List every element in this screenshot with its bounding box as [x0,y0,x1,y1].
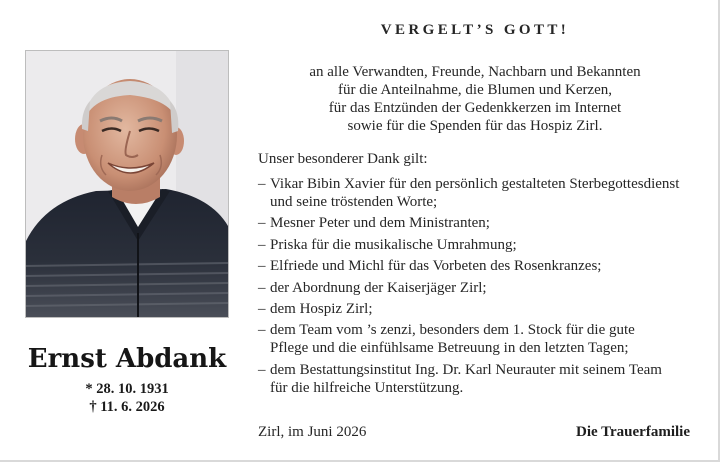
thanks-heading: Unser besonderer Dank gilt: [258,151,428,167]
list-dash: – [258,279,266,296]
signature: Die Trauerfamilie [576,424,690,440]
thanks-item-line: und seine tröstenden Worte; [270,194,438,210]
list-dash: – [258,361,266,378]
birth-date: * 28. 10. 1931 [85,381,169,397]
thanks-item-line: dem Hospiz Zirl; [270,300,373,317]
thanks-item [258,214,702,232]
thanks-item-line: Mesner Peter und dem Ministranten; [270,215,490,232]
thanks-item-line: Priska für die musikalische Umrahmung; [270,236,517,253]
thanks-item-line: Elfriede und Michl für das Vorbeten des Rosenkranzes; [270,258,602,275]
intro-text [258,63,692,135]
list-dash: – [258,176,266,192]
thanks-item [258,361,702,397]
thanks-item-line: Vikar Bibin Xavier für den persönlich gestalteten Sterbegottesdienst [270,176,680,192]
list-dash: – [258,322,266,339]
thanks-item [258,279,702,297]
thanks-item [258,321,702,357]
portrait-photo [25,50,229,318]
portrait-illustration [26,51,228,317]
death-date: † 11. 6. 2026 [89,399,165,415]
list-dash: – [258,300,266,317]
thanks-list [258,175,702,400]
life-dates [25,380,229,416]
thanks-item [258,236,702,254]
deceased-name: Ernst Abdank [27,344,227,374]
thanks-item-line: dem Team vom ’s zenzi, besonders dem 1. Stock für die gute [270,322,635,339]
thanks-item-line: dem Bestattungsinstitut Ing. Dr. Karl Neurauter mit seinem Team [270,361,662,378]
thanks-item [258,300,702,318]
thanks-item-line: Pflege und die einfühlsame Betreuung in den letzten Tagen; [270,340,629,357]
headline: VERGELT’S GOTT! [380,22,570,38]
thanks-item-line: für die hilfreiche Unterstützung. [270,379,464,396]
list-dash: – [258,236,266,253]
list-dash: – [258,258,266,275]
intro-line: sowie für die Spenden für das Hospiz Zirl. [347,118,603,134]
place-and-date: Zirl, im Juni 2026 [258,424,367,440]
intro-line: an alle Verwandten, Freunde, Nachbarn und Bekannten [309,64,641,80]
thanks-item-line: der Abordnung der Kaiserjäger Zirl; [270,279,487,296]
intro-line: für die Anteilnahme, die Blumen und Kerzen, [337,82,613,98]
thanks-item [258,175,702,211]
intro-line: für das Entzünden der Gedenkkerzen im Internet [328,100,622,116]
thanks-item [258,257,702,275]
list-dash: – [258,215,266,232]
